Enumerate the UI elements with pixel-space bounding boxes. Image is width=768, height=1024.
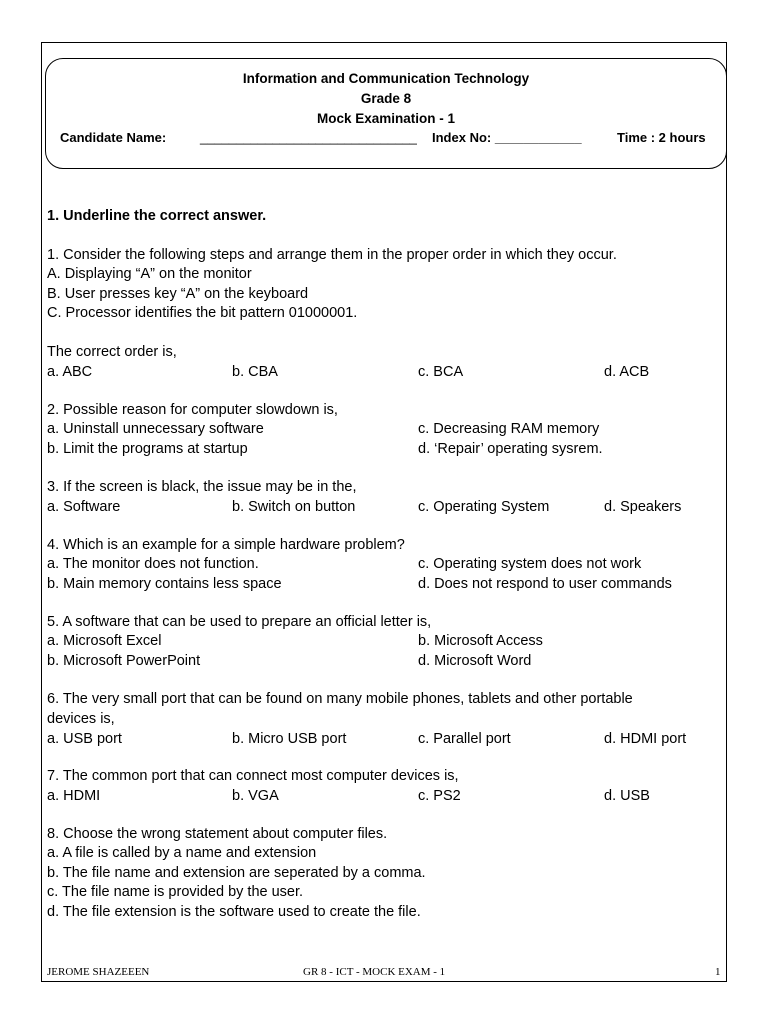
q6-option-a[interactable]: a. USB port [47,731,122,747]
q5-option-a[interactable]: a. Microsoft Excel [47,633,162,649]
q2-option-b[interactable]: b. Limit the programs at startup [47,441,248,457]
q1-option-c[interactable]: c. BCA [418,364,464,380]
q7-option-c[interactable]: c. PS2 [418,788,461,804]
subject-title: Information and Communication Technology [242,71,530,86]
section-title: 1. Underline the correct answer. [47,208,267,224]
footer-title: GR 8 - ICT - MOCK EXAM - 1 [303,966,446,978]
grade-title: Grade 8 [360,91,412,106]
q6-stem-cont: devices is, [47,711,115,727]
q7-stem: 7. The common port that can connect most computer devices is, [47,768,459,784]
q6-stem: 6. The very small port that can be found on many mobile phones, tablets and other portable [47,691,633,707]
q2-stem: 2. Possible reason for computer slowdown is, [47,402,338,418]
q8-option-d[interactable]: d. The file extension is the software used to create the file. [47,904,421,920]
q1-option-a[interactable]: a. ABC [47,364,93,380]
q1-option-b[interactable]: b. CBA [232,364,278,380]
q4-stem: 4. Which is an example for a simple hardware problem? [47,537,405,553]
candidate-name-blank: ______________________________ [200,130,417,145]
index-no-label: Index No: ____________ [432,130,582,145]
q8-option-b[interactable]: b. The file name and extension are seperated by a comma. [47,865,426,881]
candidate-name-label: Candidate Name: [60,130,167,145]
q1-step: A. Displaying “A” on the monitor [47,266,252,282]
q8-stem: 8. Choose the wrong statement about computer files. [47,826,388,842]
q6-option-b[interactable]: b. Micro USB port [232,731,347,747]
q7-option-d[interactable]: d. USB [604,788,650,804]
q7-option-b[interactable]: b. VGA [232,788,279,804]
q3-option-a[interactable]: a. Software [47,499,121,515]
q1-option-d[interactable]: d. ACB [604,364,650,380]
q1-step: B. User presses key “A” on the keyboard [47,286,309,302]
q7-option-a[interactable]: a. HDMI [47,788,101,804]
footer-author: JEROME SHAZEEEN [47,966,150,978]
time-label: Time : 2 hours [617,130,706,145]
q4-option-d[interactable]: d. Does not respond to user commands [418,576,672,592]
q2-option-a[interactable]: a. Uninstall unnecessary software [47,421,264,437]
q5-option-c[interactable]: b. Microsoft PowerPoint [47,653,201,669]
q6-option-c[interactable]: c. Parallel port [418,731,511,747]
q2-option-d[interactable]: d. ‘Repair’ operating sysrem. [418,441,603,457]
q3-stem: 3. If the screen is black, the issue may be in the, [47,479,357,495]
q3-option-d[interactable]: d. Speakers [604,499,682,515]
q1-stem: 1. Consider the following steps and arrange them in the proper order in which they occur. [47,247,617,263]
q6-option-d[interactable]: d. HDMI port [604,731,687,747]
q4-option-c[interactable]: c. Operating system does not work [418,556,642,572]
footer-page-number: 1 [715,966,721,978]
q1-prompt: The correct order is, [47,344,177,360]
q4-option-a[interactable]: a. The monitor does not function. [47,556,259,572]
q5-option-d[interactable]: d. Microsoft Word [418,653,532,669]
exam-title: Mock Examination - 1 [316,111,456,126]
q3-option-c[interactable]: c. Operating System [418,499,550,515]
q3-option-b[interactable]: b. Switch on button [232,499,356,515]
q1-step: C. Processor identifies the bit pattern 01000001. [47,305,358,321]
q5-stem: 5. A software that can be used to prepare an official letter is, [47,614,432,630]
q8-option-a[interactable]: a. A file is called by a name and extension [47,845,317,861]
q8-option-c[interactable]: c. The file name is provided by the user. [47,884,304,900]
q4-option-b[interactable]: b. Main memory contains less space [47,576,282,592]
q2-option-c[interactable]: c. Decreasing RAM memory [418,421,600,437]
q5-option-b[interactable]: b. Microsoft Access [418,633,543,649]
